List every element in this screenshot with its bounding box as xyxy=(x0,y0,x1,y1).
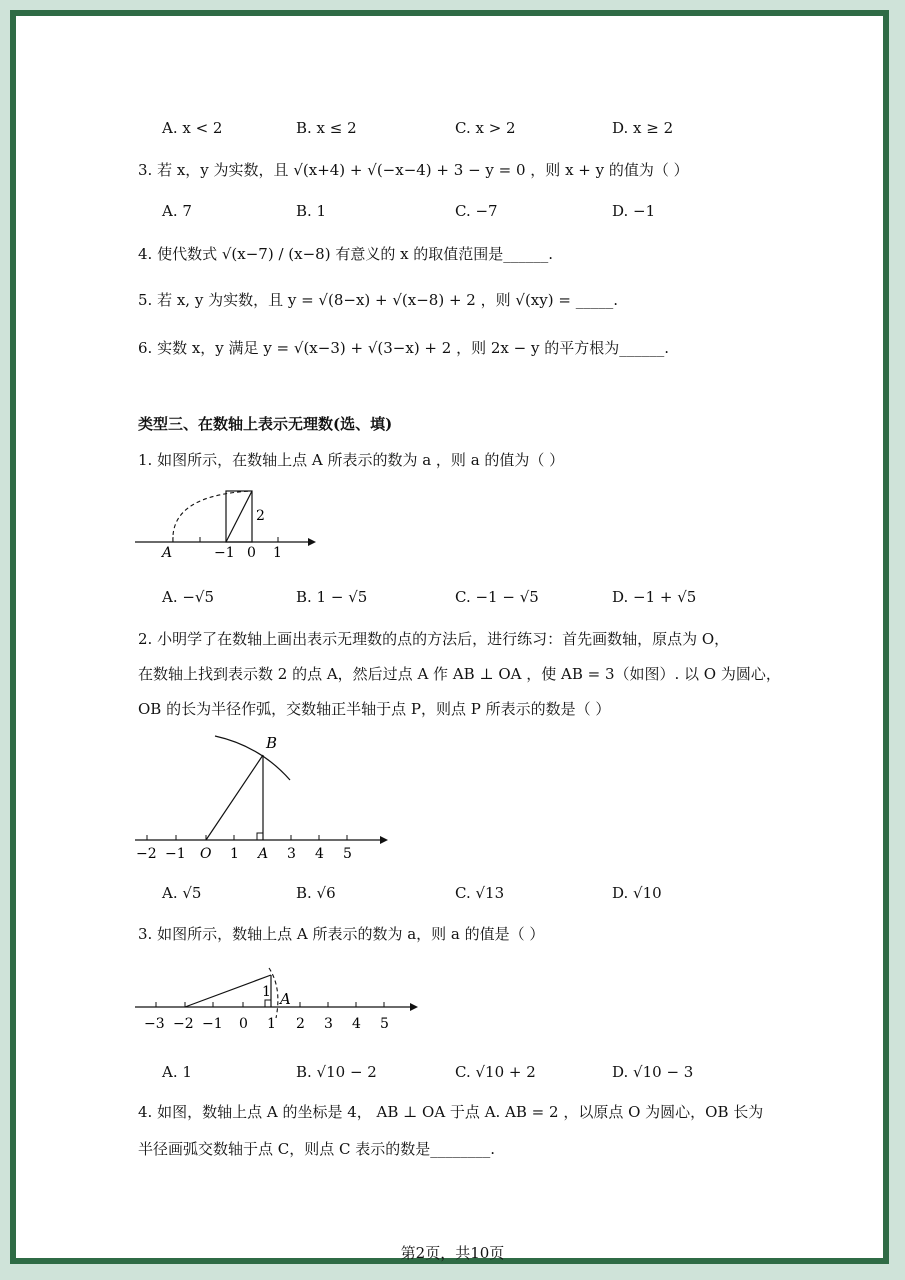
tick-label: −1 xyxy=(214,545,235,560)
figure-2 xyxy=(130,728,400,866)
figure-3 xyxy=(130,960,425,1038)
right-angle-mark xyxy=(257,833,263,840)
tick-label: 0 xyxy=(247,545,256,560)
diagonal xyxy=(226,491,252,542)
point-a-label: A xyxy=(280,990,291,1008)
option-b: B. 1 xyxy=(296,202,327,220)
tick-label: −1 xyxy=(165,846,186,862)
tick-label: 5 xyxy=(343,846,352,862)
figure-1 xyxy=(130,480,320,560)
option-b: B. √10 − 2 xyxy=(296,1063,377,1081)
tick-label: 1 xyxy=(230,846,239,862)
tick-label: −2 xyxy=(173,1016,194,1032)
arc xyxy=(215,736,290,780)
origin-label: O xyxy=(200,846,212,862)
segment-ob xyxy=(206,755,263,840)
option-c: C. −1 − √5 xyxy=(455,588,539,606)
tick-label: 0 xyxy=(239,1016,248,1032)
tick-label: 2 xyxy=(296,1016,305,1032)
tick-label: 4 xyxy=(315,846,324,862)
option-b: B. 1 − √5 xyxy=(296,588,368,606)
option-d: D. −1 + √5 xyxy=(612,588,697,606)
s3-question-4-line1: 4. 如图，数轴上点 A 的坐标是 4， AB ⊥ OA 于点 A. AB = 2 ，以原点 O 为圆心，OB 长为 xyxy=(138,1103,764,1121)
tick-label: 3 xyxy=(324,1016,333,1032)
tick-label: −3 xyxy=(144,1016,165,1032)
tick-label: 4 xyxy=(352,1016,361,1032)
tick-label: 5 xyxy=(380,1016,389,1032)
section-title: 类型三、在数轴上表示无理数(选、填) xyxy=(138,415,393,433)
tick-label: 3 xyxy=(287,846,296,862)
axis-arrow xyxy=(410,1003,418,1011)
option-c: C. √13 xyxy=(455,884,505,902)
option-c: C. √10 + 2 xyxy=(455,1063,536,1081)
option-c: C. −7 xyxy=(455,202,498,220)
option-a: A. √5 xyxy=(162,884,202,902)
s3-question-2-line1: 2. 小明学了在数轴上画出表示无理数的点的方法后，进行练习：首先画数轴，原点为 O， xyxy=(138,630,730,648)
option-d: D. √10 xyxy=(612,884,662,902)
s3-question-2-line2: 在数轴上找到表示数 2 的点 A，然后过点 A 作 AB ⊥ OA ，使 AB = 3（如图）. 以 O 为圆心， xyxy=(138,665,781,683)
option-a: A. 1 xyxy=(162,1063,192,1081)
s3-question-1-stem: 1. 如图所示，在数轴上点 A 所表示的数为 a ，则 a 的值为（ ） xyxy=(138,451,565,469)
s3-question-4-line2: 半径画弧交数轴于点 C，则点 C 表示的数是________. xyxy=(138,1140,496,1158)
hypotenuse xyxy=(185,975,271,1007)
question-5-stem: 5. 若 x, y 为实数，且 y = √(8−x) + √(x−8) + 2 ，则 √(xy) = _____. xyxy=(138,291,618,309)
option-b: B. √6 xyxy=(296,884,336,902)
option-a: A. x < 2 xyxy=(162,119,223,137)
right-angle-mark xyxy=(265,1000,271,1007)
tick-label: −2 xyxy=(136,846,157,862)
option-a: A. 7 xyxy=(162,202,192,220)
tick-label: −1 xyxy=(202,1016,223,1032)
s3-question-2-line3: OB 的长为半径作弧，交数轴正半轴于点 P，则点 P 所表示的数是（ ） xyxy=(138,700,611,718)
option-c: C. x > 2 xyxy=(455,119,516,137)
s3-question-3-stem: 3. 如图所示，数轴上点 A 所表示的数为 a，则 a 的值是（ ） xyxy=(138,925,545,943)
question-3-stem: 3. 若 x，y 为实数，且 √(x+4) + √(−x−4) + 3 − y = 0 ，则 x + y 的值为（ ） xyxy=(138,161,689,179)
question-6-stem: 6. 实数 x，y 满足 y = √(x−3) + √(3−x) + 2 ，则 2x − y 的平方根为______. xyxy=(138,339,669,357)
axis-arrow xyxy=(380,836,388,844)
height-label: 1 xyxy=(262,984,271,1000)
point-a-label: A xyxy=(162,545,173,560)
axis-arrow xyxy=(308,538,316,546)
arc xyxy=(173,491,252,542)
tick-label: 1 xyxy=(267,1016,276,1032)
tick-label: 1 xyxy=(273,545,282,560)
option-d: D. x ≥ 2 xyxy=(612,119,674,137)
option-a: A. −√5 xyxy=(162,588,215,606)
page-footer: 第2页，共10页 xyxy=(400,1244,505,1262)
point-a-label: A xyxy=(258,846,269,862)
option-d: D. −1 xyxy=(612,202,656,220)
question-4-stem: 4. 使代数式 √(x−7) / (x−8) 有意义的 x 的取值范围是______. xyxy=(138,245,554,263)
option-b: B. x ≤ 2 xyxy=(296,119,357,137)
point-b-label: B xyxy=(266,734,278,752)
height-label: 2 xyxy=(256,508,265,524)
option-d: D. √10 − 3 xyxy=(612,1063,694,1081)
